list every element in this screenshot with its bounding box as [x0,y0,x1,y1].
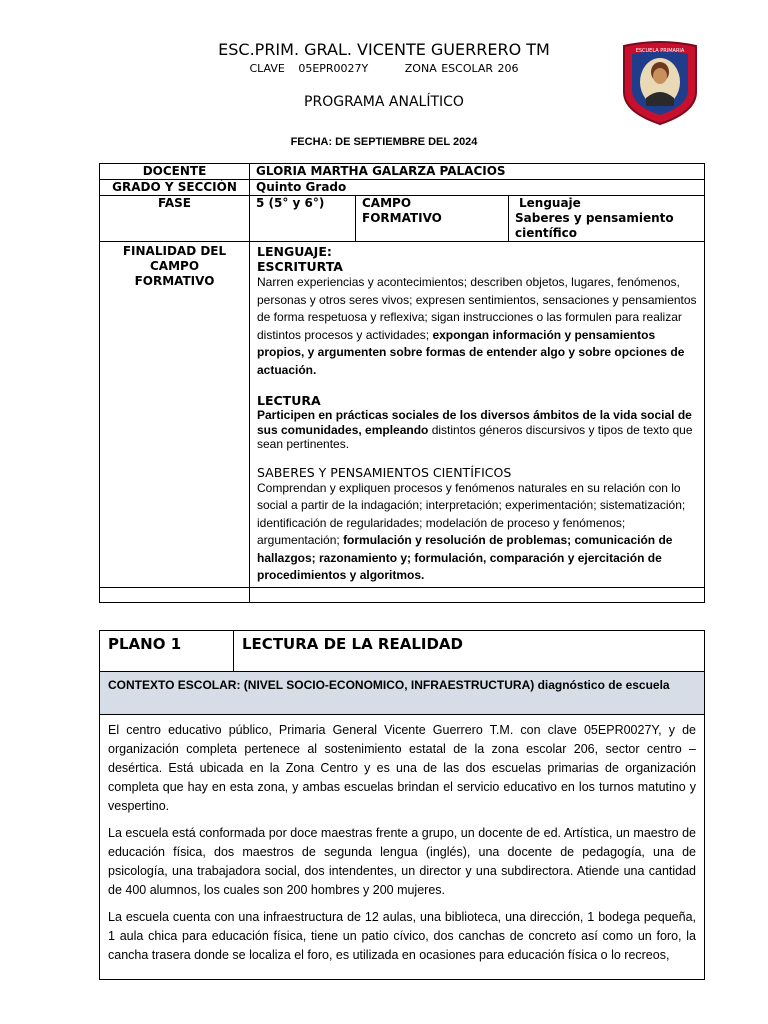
finalidad-label-line3: FORMATIVO [134,274,215,288]
escritura-bold-text: expongan información y pensamientos propios, y argumenten sobre formas de entender algo y sobre opciones de actuación. [257,327,685,377]
fase-row [100,196,705,242]
lectura-bold-text: Participen en prácticas sociales de los diversos ámbitos de la vida social de sus comunidades, empleando [257,408,692,437]
paragraph-1: El centro educativo público, Primaria General Vicente Guerrero T.M. con clave 05EPR0027Y, y de organización completa pertenece al sostenimiento estatal de la zona escolar 206, sector centro – desértica. Está ubicada en la Zona Centro y es una de las dos escuelas primarias de organización completa que hay en esta zona, y ambas escuelas brindan el servicio educativo en los turnos matutino y vespertino. [108,723,696,813]
plano-table [99,630,705,980]
grado-value: Quinto Grado [250,180,705,196]
finalidad-row [100,242,705,588]
plano-header-row [100,631,705,672]
clave-label: CLAVE [249,62,285,75]
school-seal-logo [618,40,702,126]
empty-row [100,587,705,602]
fase-value: 5 (5° y 6°) [250,196,356,242]
campo-value [509,196,705,242]
info-table [99,163,705,603]
plano-title: LECTURA DE LA REALIDAD [234,631,705,672]
contexto-row [100,672,705,715]
escritura-paragraph [257,274,698,379]
date-line: FECHA: DE SEPTIEMBRE DEL 2024 [290,136,478,148]
campo-label [356,196,509,242]
lectura-text: distintos géneros discursivos y tipos de texto que sean pertinentes. [257,422,693,451]
empty-cell-right [250,587,705,602]
paragraph-3: La escuela cuenta con una infraestructura de 12 aulas, una biblioteca, una dirección, 1 bodega pequeña, 1 aula chica para educación física, tiene un patio cívico, dos canchas de concreto así como un foro, la cancha trasera donde se localiza el foro, es utilizada en ocasiones para educación física o lo recreos, [108,910,696,962]
finalidad-label-line2: CAMPO [149,259,200,273]
docente-value: GLORIA MARTHA GALARZA PALACIOS [250,164,705,180]
lenguaje-title: LENGUAJE: [257,244,332,259]
saberes-text: Comprendan y expliquen procesos y fenómenos naturales en su relación con lo social a partir de la indagación; interpretación; experimentación; sistematización; identificación de regularidades; modelación de proceso y fenómenos; argumentación; [257,480,686,547]
docente-row [100,164,705,180]
school-name: ESC.PRIM. GRAL. VICENTE GUERRERO TM [218,40,550,59]
contexto-body [100,715,705,980]
grado-row [100,180,705,196]
finalidad-label [100,242,250,588]
campo-value-line2: Saberes y pensamiento [515,211,674,225]
escritura-title: ESCRITURTA [257,259,343,274]
empty-cell-left [100,587,250,602]
program-title: PROGRAMA ANALÍTICO [304,94,464,110]
seal-top-text: ESCUELA PRIMARIA [635,48,685,54]
campo-value-line3: científico [515,226,578,240]
clave-value: 05EPR0027Y [298,62,369,75]
saberes-title: SABERES Y PENSAMIENTOS CIENTÍFICOS [257,464,512,480]
campo-label-line1: CAMPO [362,196,412,210]
campo-label-line2: FORMATIVO [362,211,442,225]
escritura-text: Narren experiencias y acontecimientos; describen objetos, lugares, fenómenos, personas y otros seres vivos; expresen sentimientos, sensaciones y pensamientos de forma respetuosa y reflexiva; sigan instrucciones o las formulen para realizar distintos procesos y actividades; [257,275,697,342]
lectura-title: LECTURA [257,393,321,408]
docente-label: DOCENTE [100,164,250,180]
saberes-bold-text: formulación y resolución de problemas; comunicación de hallazgos; razonamiento y; formulación, comparación y ejercitación de procedimientos y algoritmos. [257,533,673,582]
campo-value-line1: Lenguaje [519,196,581,210]
grado-label: GRADO Y SECCIÓN [100,180,250,196]
finalidad-content [250,242,705,588]
finalidad-label-line1: FINALIDAD DEL [122,244,227,258]
contexto-body-row [100,715,705,980]
plano-label: PLANO 1 [100,631,234,672]
paragraph-2: La escuela está conformada por doce maestras frente a grupo, un docente de ed. Artística, un maestro de educación física, dos maestros de segunda lengua (inglés), una docente de pedagogía, una de psicología, una trabajadora social, dos intendentes, un director y una subdirectora. Atiende una cantidad de 400 alumnos, los cuales son 200 hombres y 200 mujeres. [108,826,696,897]
fase-label: FASE [100,196,250,242]
saberes-paragraph [257,480,698,585]
lectura-paragraph [257,408,698,452]
zona-escolar: ZONA ESCOLAR 206 [404,62,519,75]
contexto-heading: CONTEXTO ESCOLAR: (NIVEL SOCIO-ECONOMICO, INFRAESTRUCTURA) diagnóstico de escuela [100,672,705,715]
